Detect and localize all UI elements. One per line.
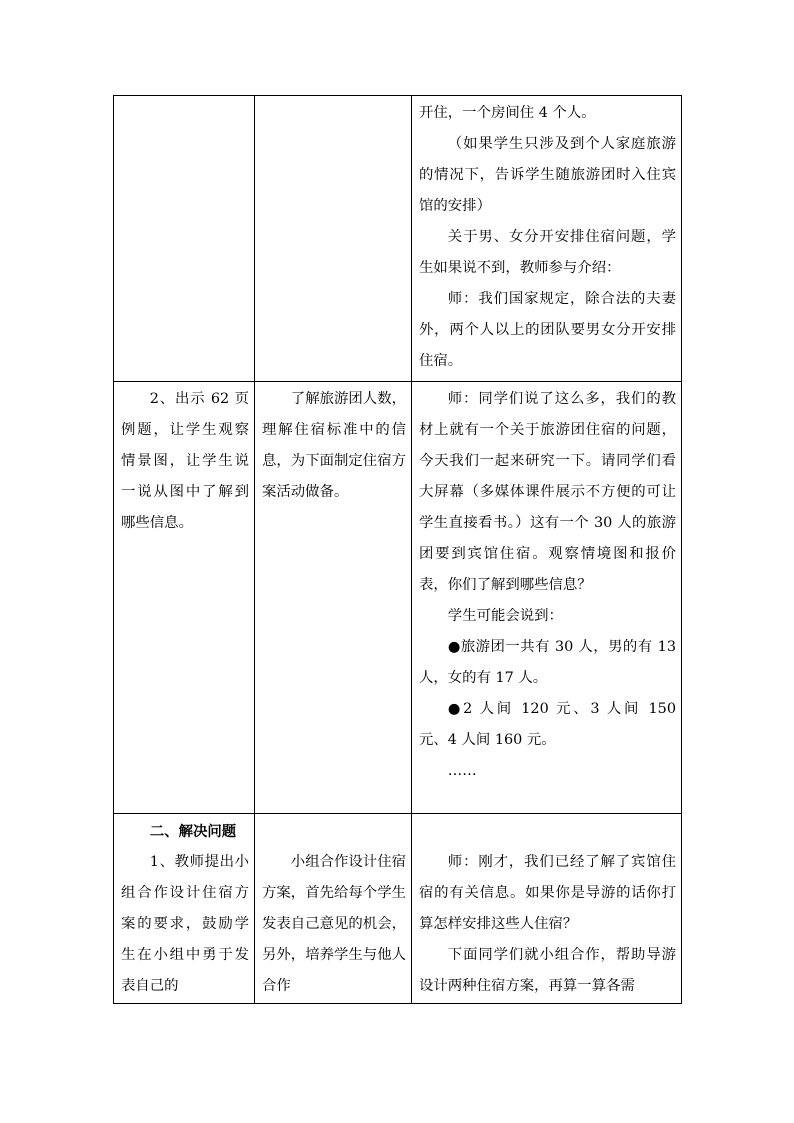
paragraph: （如果学生只涉及到个人家庭旅游的情况下，告诉学生随旅游团时入住宾馆的安排）: [419, 136, 676, 214]
paragraph: 2、出示 62 页例题，让学生观察情景图，让学生说一说从图中了解到哪些信息。: [121, 391, 249, 531]
section-heading: 二、解决问题: [149, 823, 237, 840]
intent-cell: [255, 96, 412, 382]
process-cell: [412, 96, 682, 382]
paragraph: 了解旅游团人数，理解住宿标准中的信息，为下面制定住宿方案活动做备。: [262, 391, 406, 500]
paragraph: ●2 人间 120 元、3 人间 150 元、4 人间 160 元。: [419, 701, 676, 748]
intent-cell: [255, 382, 412, 814]
paragraph: 1、教师提出小组合作设计住宿方案的要求，鼓励学生在小组中勇于发表自己的: [121, 854, 249, 994]
process-cell: [412, 382, 682, 814]
paragraph: 师：我们国家规定，除合法的夫妻外，两个人以上的团队要男女分开安排住宿。: [419, 291, 676, 369]
paragraph: 学生可能会说到：: [447, 608, 563, 624]
activity-cell: [114, 96, 255, 382]
table-row: [114, 96, 682, 382]
table-row: [114, 382, 682, 814]
activity-cell: [114, 382, 255, 814]
paragraph: 开住，一个房间住 4 个人。: [419, 105, 596, 121]
lesson-plan-table: [113, 95, 682, 1004]
paragraph: 小组合作设计住宿方案，首先给每个学生发表自己意见的机会，另外，培养学生与他人合作: [262, 854, 406, 994]
paragraph: 下面同学们就小组合作，帮助导游设计两种住宿方案，再算一算各需: [419, 947, 676, 994]
paragraph: ……: [447, 763, 477, 779]
paragraph: 关于男、女分开安排住宿问题，学生如果说不到，教师参与介绍：: [419, 229, 676, 276]
process-cell: [412, 814, 682, 1004]
paragraph: 师：同学们说了这么多，我们的教材上就有一个关于旅游团住宿的问题，今天我们一起来研究一下。请同学们看大屏幕（多媒体课件展示不方便的可让学生直接看书。）这有一个 30 人的旅游团要到宾馆住宿。观察情境图和报价表，你们了解到哪些信息？: [419, 391, 676, 593]
table-row: [114, 814, 682, 1004]
activity-cell: [114, 814, 255, 1004]
paragraph: 师：刚才，我们已经了解了宾馆住宿的有关信息。如果你是导游的话你打算怎样安排这些人住宿？: [419, 854, 676, 932]
intent-cell: [255, 814, 412, 1004]
paragraph: ●旅游团一共有 30 人，男的有 13 人，女的有 17 人。: [419, 639, 676, 686]
